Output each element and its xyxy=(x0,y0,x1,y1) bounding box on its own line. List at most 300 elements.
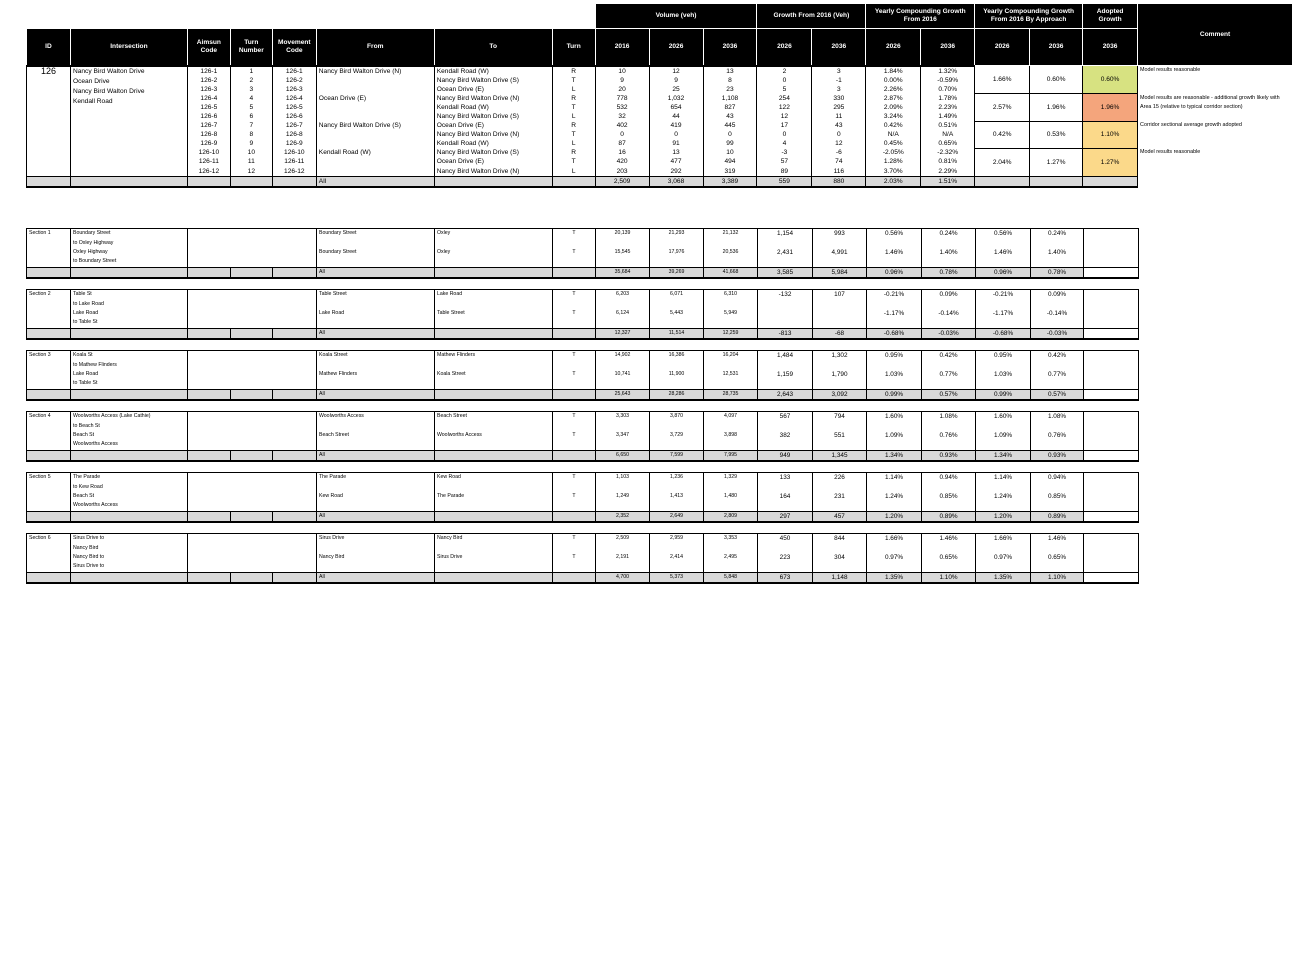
value-v16: 203 xyxy=(595,167,649,177)
section-line: to Lake Road xyxy=(71,299,188,308)
value-a26: 1.66% xyxy=(976,534,1031,553)
total-a26: 0.96% xyxy=(976,267,1031,278)
aimsun-code: 126-3 xyxy=(187,85,230,94)
col-adopted-2036: 2036 xyxy=(1083,29,1138,66)
turn-cell: T xyxy=(553,309,596,328)
col-vol-2026: 2026 xyxy=(649,29,703,66)
col-ycg-2036: 2036 xyxy=(921,29,975,66)
value-v26: 292 xyxy=(649,167,703,177)
total-v26: 3,068 xyxy=(649,176,703,187)
section-line: Woolworths Access xyxy=(71,440,188,450)
value-v26: 91 xyxy=(649,139,703,148)
value-v36: 4,097 xyxy=(704,412,758,431)
value-y36: 0.81% xyxy=(921,157,975,166)
table-row xyxy=(27,412,1139,422)
table-row xyxy=(27,290,1139,300)
section-table xyxy=(26,411,1139,462)
to-cell: Ocean Drive (E) xyxy=(434,121,552,130)
aimsun-code: 126-5 xyxy=(187,103,230,112)
value-v26: 1,032 xyxy=(649,94,703,103)
value-a36: 0.76% xyxy=(1031,431,1084,450)
value-g36: 4,991 xyxy=(813,248,867,267)
header-growth: Growth From 2016 (Veh) xyxy=(757,4,866,29)
value-g26: 133 xyxy=(758,473,813,492)
adopted-growth: 1.96% xyxy=(1083,94,1138,121)
value-v26: 21,293 xyxy=(650,229,704,248)
header-volume: Volume (veh) xyxy=(595,4,757,29)
turn-number: 2 xyxy=(230,76,272,85)
turn-cell: T xyxy=(553,534,596,553)
adopted-growth: 1.27% xyxy=(1083,148,1138,176)
intersection-names xyxy=(70,66,187,177)
section-line: Woolworths Access xyxy=(71,501,188,511)
turn-number: 3 xyxy=(230,85,272,94)
value-a26: 1.09% xyxy=(976,431,1031,450)
to-cell: Kendall Road (W) xyxy=(434,103,552,112)
section-table xyxy=(26,533,1139,584)
value-v26: 3,729 xyxy=(650,431,704,450)
value-v26: 6,071 xyxy=(650,290,704,309)
col-movement: Movement Code xyxy=(272,29,316,66)
value-g26: 0 xyxy=(757,130,812,139)
col-turn: Turn xyxy=(552,29,595,66)
to-cell: Kendall Road (W) xyxy=(434,139,552,148)
total-a36: 0.78% xyxy=(1031,267,1084,278)
total-y36: -0.03% xyxy=(922,328,976,339)
from-cell: Mathew Flinders xyxy=(317,370,435,389)
value-y26: -1.17% xyxy=(867,309,922,328)
value-y36: 0.42% xyxy=(922,351,976,370)
value-v16: 3,347 xyxy=(596,431,650,450)
total-y36: 0.57% xyxy=(922,389,976,400)
total-v26: 28,286 xyxy=(650,389,704,400)
value-v16: 20 xyxy=(595,85,649,94)
to-cell: Ocean Drive (E) xyxy=(434,157,552,166)
total-v36: 12,259 xyxy=(704,328,758,339)
adopted-growth: 1.10% xyxy=(1083,121,1138,148)
value-a26: -1.17% xyxy=(976,309,1031,328)
from-cell: Boundary Street xyxy=(317,229,435,248)
value-g26: 1,159 xyxy=(758,370,813,389)
value-g36: 43 xyxy=(812,121,866,130)
value-v16: 3,303 xyxy=(596,412,650,431)
total-y26: -0.68% xyxy=(867,328,922,339)
table-row xyxy=(27,229,1139,239)
section-line: Table St xyxy=(71,290,188,300)
section-line: to Table St xyxy=(71,379,188,389)
from-cell: Kew Road xyxy=(317,492,435,511)
value-v16: 9 xyxy=(595,76,649,85)
section-line: Sirus Drive to xyxy=(71,562,188,572)
section-line: Beach St xyxy=(71,492,188,501)
value-v26: 5,443 xyxy=(650,309,704,328)
value-y26: 1.28% xyxy=(866,157,921,166)
intersection-name: Nancy Bird Walton Drive xyxy=(72,67,145,75)
total-y26: 1.34% xyxy=(867,450,922,461)
value-y36: 0.51% xyxy=(921,121,975,130)
value-y26: 2.26% xyxy=(866,85,921,94)
approach-2026: 2.57% xyxy=(975,94,1030,121)
to-cell: Ocean Drive (E) xyxy=(434,85,552,94)
table-row xyxy=(27,351,1139,361)
intersection-name: Nancy Bird Walton Drive xyxy=(72,87,145,95)
section-line: to Boundary Street xyxy=(71,257,188,267)
value-g36: -1 xyxy=(812,76,866,85)
total-label: All xyxy=(317,389,435,400)
total-g26: 673 xyxy=(758,572,813,583)
value-v16: 1,103 xyxy=(596,473,650,492)
total-y36: 0.89% xyxy=(922,511,976,522)
movement-code: 126-2 xyxy=(272,76,316,85)
total-row xyxy=(27,389,1139,400)
section-line: to Beach St xyxy=(71,421,188,430)
total-row xyxy=(27,328,1139,339)
aimsun-code: 126-6 xyxy=(187,112,230,121)
turn-cell: T xyxy=(553,473,596,492)
value-v16: 0 xyxy=(595,130,649,139)
value-g26: 5 xyxy=(757,85,812,94)
value-y36: 0.85% xyxy=(922,492,976,511)
intersection-name: Kendall Road xyxy=(72,97,113,105)
value-a26: 0.56% xyxy=(976,229,1031,248)
movement-code: 126-8 xyxy=(272,130,316,139)
total-g26: 3,585 xyxy=(758,267,813,278)
table-row xyxy=(27,94,1293,103)
aimsun-code: 126-12 xyxy=(187,167,230,177)
to-cell: Nancy Bird xyxy=(435,534,553,553)
value-v36: 6,310 xyxy=(704,290,758,309)
aimsun-code: 126-4 xyxy=(187,94,230,103)
col-vol-2036: 2036 xyxy=(703,29,757,66)
value-a36: 0.94% xyxy=(1031,473,1084,492)
value-y36: N/A xyxy=(921,130,975,139)
movement-code: 126-3 xyxy=(272,85,316,94)
col-growth-2026: 2026 xyxy=(757,29,812,66)
value-y36: 0.70% xyxy=(921,85,975,94)
to-cell: Mathew Flinders xyxy=(435,351,553,370)
value-y36: 0.76% xyxy=(922,431,976,450)
from-cell xyxy=(316,85,434,94)
value-y26: N/A xyxy=(866,130,921,139)
total-y26: 2.03% xyxy=(866,176,921,187)
approach-comment: Model results reasonable xyxy=(1140,67,1201,73)
total-v16: 4,700 xyxy=(596,572,650,583)
total-v26: 7,599 xyxy=(650,450,704,461)
value-g36: 993 xyxy=(813,229,867,248)
aimsun-code: 126-11 xyxy=(187,157,230,166)
intersection-table xyxy=(26,3,1293,188)
value-v36: 0 xyxy=(703,130,757,139)
section-name: Section 4 xyxy=(27,412,71,451)
section-name: Section 5 xyxy=(27,473,71,512)
value-g26: -132 xyxy=(758,290,813,309)
value-y36: 2.29% xyxy=(921,167,975,177)
total-a26: 0.99% xyxy=(976,389,1031,400)
value-v16: 2,509 xyxy=(596,534,650,553)
total-row xyxy=(27,267,1139,278)
turn-cell: L xyxy=(552,167,595,177)
value-y36: 2.23% xyxy=(921,103,975,112)
value-v26: 477 xyxy=(649,157,703,166)
to-cell: Nancy Bird Walton Drive (N) xyxy=(434,167,552,177)
total-a36: -0.03% xyxy=(1031,328,1084,339)
value-v16: 532 xyxy=(595,103,649,112)
turn-cell: L xyxy=(552,139,595,148)
aimsun-code: 126-9 xyxy=(187,139,230,148)
value-a26: 1.14% xyxy=(976,473,1031,492)
value-v36: 319 xyxy=(703,167,757,177)
aimsun-code: 126-10 xyxy=(187,148,230,157)
col-turn-number: Turn Number xyxy=(230,29,272,66)
value-y36: -2.32% xyxy=(921,148,975,157)
value-v16: 6,124 xyxy=(596,309,650,328)
turn-cell: T xyxy=(553,553,596,572)
col-to: To xyxy=(434,29,552,66)
table-row xyxy=(27,370,1139,379)
value-v26: 0 xyxy=(649,130,703,139)
value-a36: 0.24% xyxy=(1031,229,1084,248)
value-a26: 0.95% xyxy=(976,351,1031,370)
turn-number: 4 xyxy=(230,94,272,103)
table-row xyxy=(27,121,1293,130)
total-g26: -813 xyxy=(758,328,813,339)
value-g26: 450 xyxy=(758,534,813,553)
section-line: Lake Road xyxy=(71,309,188,318)
value-v16: 32 xyxy=(595,112,649,121)
turn-number: 11 xyxy=(230,157,272,166)
total-label: All xyxy=(317,572,435,583)
value-g26: 164 xyxy=(758,492,813,511)
value-y36: 1.78% xyxy=(921,94,975,103)
value-y36: 1.49% xyxy=(921,112,975,121)
section-line: The Parade xyxy=(71,473,188,483)
value-v26: 419 xyxy=(649,121,703,130)
section-line: Woolworths Access (Lake Cathie) xyxy=(71,412,188,422)
section-line: Koala St xyxy=(71,351,188,361)
value-v26: 9 xyxy=(649,76,703,85)
total-v26: 2,649 xyxy=(650,511,704,522)
value-g36: 12 xyxy=(812,139,866,148)
section-table xyxy=(26,472,1139,523)
value-v36: 13 xyxy=(703,66,757,76)
value-v26: 2,414 xyxy=(650,553,704,572)
to-cell: Nancy Bird Walton Drive (S) xyxy=(434,148,552,157)
from-cell xyxy=(316,103,434,112)
value-g26: 57 xyxy=(757,157,812,166)
turn-cell: T xyxy=(553,351,596,370)
total-v26: 5,373 xyxy=(650,572,704,583)
value-g36: 1,302 xyxy=(813,351,867,370)
to-cell: Beach Street xyxy=(435,412,553,431)
turn-cell: R xyxy=(552,66,595,76)
turn-number: 10 xyxy=(230,148,272,157)
turn-number: 6 xyxy=(230,112,272,121)
header-comment: Comment xyxy=(1138,4,1293,66)
aimsun-code: 126-7 xyxy=(187,121,230,130)
value-y36: 1.08% xyxy=(922,412,976,431)
total-v36: 41,668 xyxy=(704,267,758,278)
adopted-growth: 0.60% xyxy=(1083,66,1138,94)
turn-cell: T xyxy=(553,290,596,309)
value-y36: 0.77% xyxy=(922,370,976,389)
value-y36: 0.94% xyxy=(922,473,976,492)
movement-code: 126-11 xyxy=(272,157,316,166)
movement-code: 126-10 xyxy=(272,148,316,157)
turn-cell: R xyxy=(552,148,595,157)
from-cell: Ocean Drive (E) xyxy=(316,94,434,103)
total-v16: 2,509 xyxy=(595,176,649,187)
total-g36: 457 xyxy=(813,511,867,522)
value-a36: 1.46% xyxy=(1031,534,1084,553)
section-name: Section 6 xyxy=(27,534,71,573)
total-v26: 11,514 xyxy=(650,328,704,339)
approach-2026: 1.66% xyxy=(975,66,1030,94)
from-cell: Nancy Bird Walton Drive (N) xyxy=(316,66,434,76)
value-g36: 844 xyxy=(813,534,867,553)
value-y36: 0.09% xyxy=(922,290,976,309)
col-from: From xyxy=(316,29,434,66)
value-y26: 1.84% xyxy=(866,66,921,76)
value-g26: 2,431 xyxy=(758,248,813,267)
value-y36: 0.65% xyxy=(922,553,976,572)
value-g36: 3 xyxy=(812,85,866,94)
turn-cell: L xyxy=(552,112,595,121)
value-v26: 3,870 xyxy=(650,412,704,431)
value-g36: -6 xyxy=(812,148,866,157)
total-v26: 39,269 xyxy=(650,267,704,278)
total-g36: -68 xyxy=(813,328,867,339)
value-g36: 794 xyxy=(813,412,867,431)
value-g36: 551 xyxy=(813,431,867,450)
to-cell: Koala Street xyxy=(435,370,553,389)
approach-2026: 2.04% xyxy=(975,148,1030,176)
section-table xyxy=(26,228,1139,279)
total-g36: 5,984 xyxy=(813,267,867,278)
turn-cell: T xyxy=(552,157,595,166)
aimsun-code: 126-2 xyxy=(187,76,230,85)
total-y26: 0.96% xyxy=(867,267,922,278)
aimsun-code: 126-1 xyxy=(187,66,230,76)
movement-code: 126-7 xyxy=(272,121,316,130)
value-g26: -3 xyxy=(757,148,812,157)
total-row xyxy=(27,572,1139,583)
total-v36: 28,735 xyxy=(704,389,758,400)
value-v36: 20,536 xyxy=(704,248,758,267)
table-row xyxy=(27,553,1139,562)
value-y36: 0.65% xyxy=(921,139,975,148)
value-g36: 304 xyxy=(813,553,867,572)
table-row xyxy=(27,473,1139,483)
total-v36: 5,848 xyxy=(704,572,758,583)
to-cell: Nancy Bird Walton Drive (N) xyxy=(434,130,552,139)
total-a26: 1.35% xyxy=(976,572,1031,583)
total-g26: 2,643 xyxy=(758,389,813,400)
turn-number: 12 xyxy=(230,167,272,177)
value-v16: 420 xyxy=(595,157,649,166)
total-g36: 1,148 xyxy=(813,572,867,583)
table-row xyxy=(27,248,1139,257)
section-table xyxy=(26,350,1139,401)
col-intersection: Intersection xyxy=(70,29,187,66)
value-y26: 1.46% xyxy=(867,248,922,267)
value-a36: -0.14% xyxy=(1031,309,1084,328)
value-v36: 827 xyxy=(703,103,757,112)
value-a36: 1.40% xyxy=(1031,248,1084,267)
value-v36: 99 xyxy=(703,139,757,148)
turn-cell: T xyxy=(553,492,596,511)
value-v16: 14,902 xyxy=(596,351,650,370)
to-cell: Table Street xyxy=(435,309,553,328)
turn-cell: T xyxy=(552,103,595,112)
total-y36: 1.51% xyxy=(921,176,975,187)
section-line: Beach St xyxy=(71,431,188,440)
value-y26: 0.00% xyxy=(866,76,921,85)
movement-code: 126-9 xyxy=(272,139,316,148)
value-v36: 43 xyxy=(703,112,757,121)
value-y26: 0.45% xyxy=(866,139,921,148)
from-cell: Nancy Bird xyxy=(317,553,435,572)
value-g26: 12 xyxy=(757,112,812,121)
approach-2036: 0.53% xyxy=(1030,121,1083,148)
total-label: All xyxy=(316,176,434,187)
value-v26: 25 xyxy=(649,85,703,94)
col-id: ID xyxy=(27,29,71,66)
from-cell: Lake Road xyxy=(317,309,435,328)
section-line: to Kew Road xyxy=(71,482,188,491)
value-v16: 15,545 xyxy=(596,248,650,267)
header-ycg-approach: Yearly Compounding Growth From 2016 By Approach xyxy=(975,4,1083,29)
section-line: Boundary Street xyxy=(71,229,188,239)
value-v16: 2,191 xyxy=(596,553,650,572)
value-v26: 654 xyxy=(649,103,703,112)
total-g36: 3,092 xyxy=(813,389,867,400)
section-name: Section 3 xyxy=(27,351,71,390)
value-v36: 23 xyxy=(703,85,757,94)
total-a36: 0.93% xyxy=(1031,450,1084,461)
total-v16: 12,327 xyxy=(596,328,650,339)
to-cell: Oxley xyxy=(435,248,553,267)
to-cell: Lake Road xyxy=(435,290,553,309)
value-y36: -0.59% xyxy=(921,76,975,85)
value-y26: 1.24% xyxy=(867,492,922,511)
value-g36: 107 xyxy=(813,290,867,309)
section-line: Nancy Bird to xyxy=(71,553,188,562)
value-g26: 4 xyxy=(757,139,812,148)
from-cell: Woolworths Access xyxy=(317,412,435,431)
value-y26: 3.24% xyxy=(866,112,921,121)
from-cell xyxy=(316,157,434,166)
value-y26: -2.05% xyxy=(866,148,921,157)
turn-cell: T xyxy=(552,76,595,85)
to-cell: Nancy Bird Walton Drive (S) xyxy=(434,76,552,85)
from-cell: Nancy Bird Walton Drive (S) xyxy=(316,121,434,130)
value-y26: 1.60% xyxy=(867,412,922,431)
turn-cell: T xyxy=(553,229,596,248)
value-v16: 10,741 xyxy=(596,370,650,389)
value-v26: 1,413 xyxy=(650,492,704,511)
section-line: to Mathew Flinders xyxy=(71,360,188,369)
value-v36: 5,949 xyxy=(704,309,758,328)
approach-2036: 1.96% xyxy=(1030,94,1083,121)
to-cell: The Parade xyxy=(435,492,553,511)
total-label: All xyxy=(317,267,435,278)
value-a26: 1.46% xyxy=(976,248,1031,267)
value-g36: 1,790 xyxy=(813,370,867,389)
value-g36: 0 xyxy=(812,130,866,139)
total-label: All xyxy=(317,328,435,339)
col-vol-2016: 2016 xyxy=(595,29,649,66)
total-a36: 1.10% xyxy=(1031,572,1084,583)
